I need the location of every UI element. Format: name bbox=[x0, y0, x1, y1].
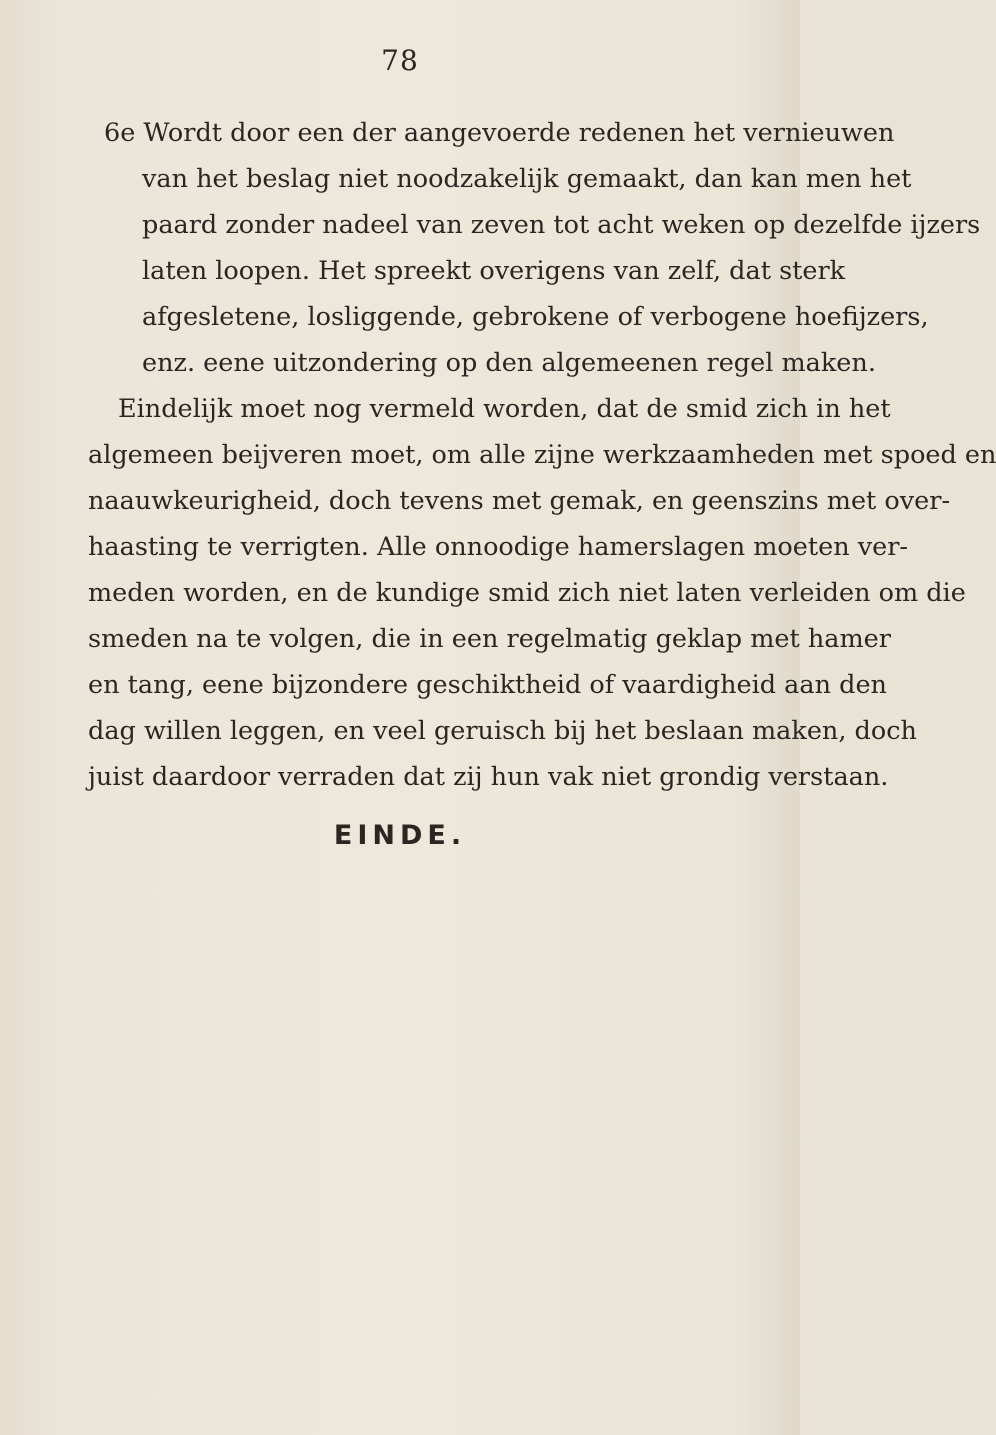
text-line: afgesletene, losliggende, gebrokene of verbogene hoefijzers, bbox=[142, 302, 929, 332]
text-line: en tang, eene bijzondere geschiktheid of vaardigheid aan den bbox=[88, 670, 887, 700]
end-marker: EINDE. bbox=[333, 820, 467, 851]
page-number: 78 bbox=[381, 44, 419, 77]
text-line: juist daardoor verraden dat zij hun vak niet grondig verstaan. bbox=[88, 762, 889, 792]
body-text bbox=[88, 110, 996, 800]
text-line: dag willen leggen, en veel geruisch bij het beslaan maken, doch bbox=[88, 716, 917, 746]
text-line: naauwkeurigheid, doch tevens met gemak, en geenszins met over- bbox=[88, 486, 951, 516]
text-line: Eindelijk moet nog vermeld worden, dat de smid zich in het bbox=[118, 394, 891, 424]
text-line: smeden na te volgen, die in een regelmatig geklap met hamer bbox=[88, 624, 891, 654]
text-line: enz. eene uitzondering op den algemeenen regel maken. bbox=[142, 348, 876, 378]
text-line: algemeen beijveren moet, om alle zijne werkzaamheden met spoed en bbox=[88, 440, 996, 470]
text-line: haasting te verrigten. Alle onnoodige hamerslagen moeten ver- bbox=[88, 532, 909, 562]
text-line: laten loopen. Het spreekt overigens van zelf, dat sterk bbox=[142, 256, 846, 286]
text-line: paard zonder nadeel van zeven tot acht weken op dezelfde ijzers bbox=[142, 210, 981, 240]
text-line: van het beslag niet noodzakelijk gemaakt, dan kan men het bbox=[142, 164, 912, 194]
text-line: meden worden, en de kundige smid zich niet laten verleiden om die bbox=[88, 578, 966, 608]
text-line: 6e Wordt door een der aangevoerde redenen het vernieuwen bbox=[104, 118, 895, 148]
